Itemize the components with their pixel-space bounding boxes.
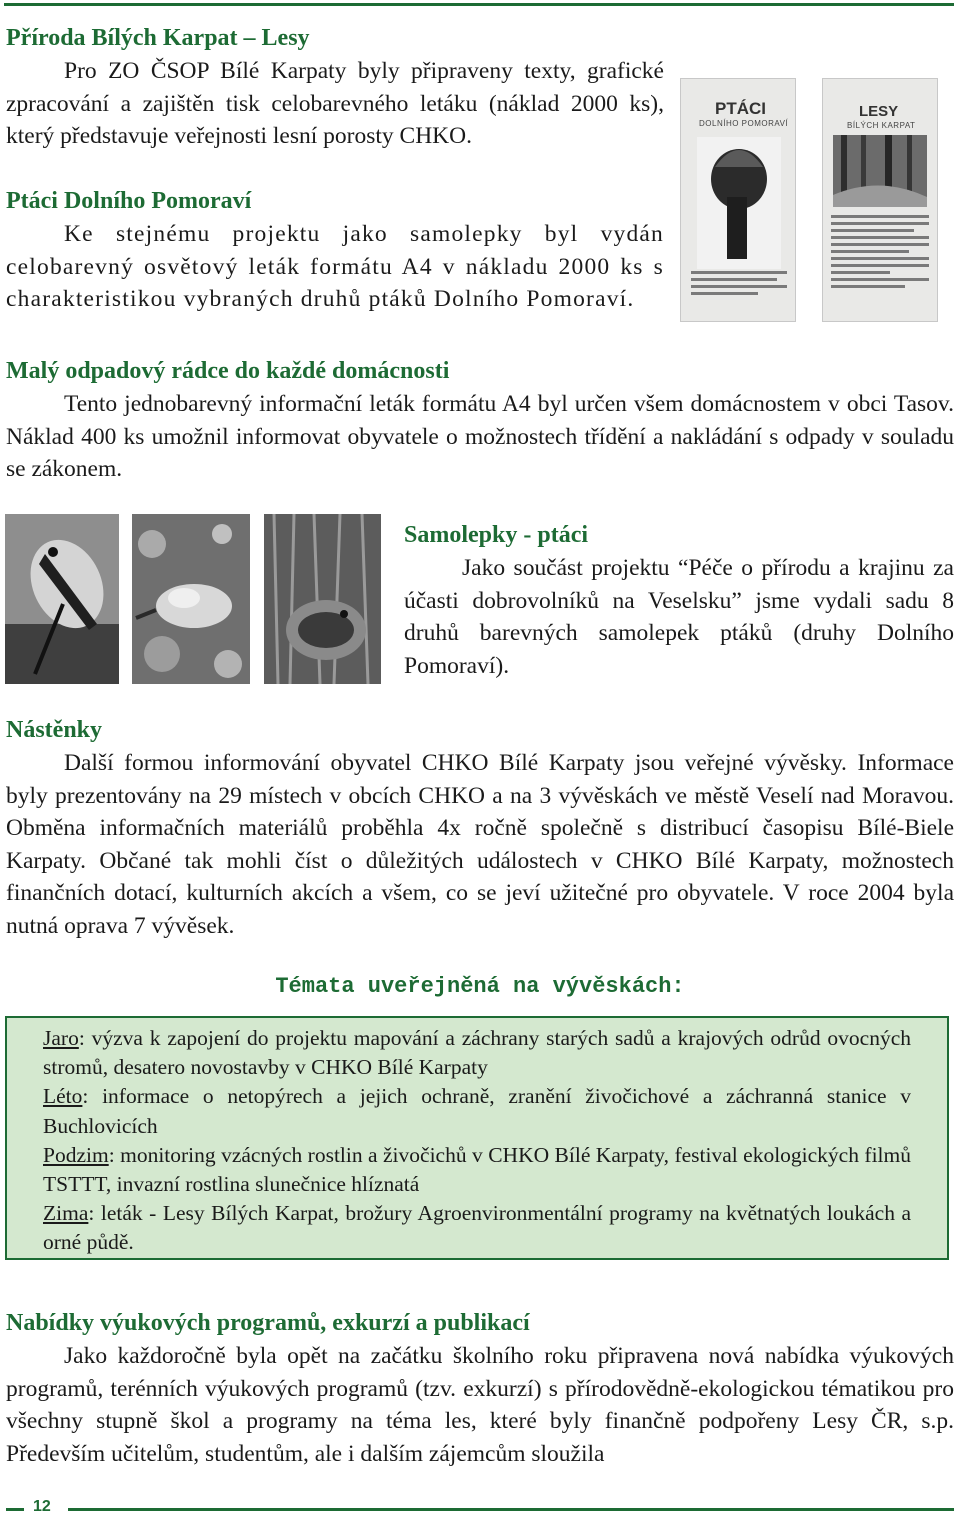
heading-ptaci: Ptáci Dolního Pomoraví — [6, 188, 252, 214]
heading-nastenky: Nástěnky — [6, 717, 103, 743]
topic-leto — [43, 1082, 911, 1140]
para-nastenky — [6, 747, 954, 943]
heading-samolepky: Samolepky - ptáci — [404, 522, 589, 548]
para-odpady-text: Tento jednobarevný informační leták formátu A4 byl určen všem domácnostem v obci Tasov. Náklad 400 ks umožnil informovat obyvatele o možnostech třídění a nakládání s odpady v souladu se zákonem. — [6, 391, 954, 483]
leaflet-lesy-subtitle: BÍLÝCH KARPAT — [847, 121, 916, 130]
forest-photo-icon — [833, 135, 927, 207]
leaflet-ptaci-thumbnail — [680, 78, 796, 322]
para-samolepky — [404, 552, 954, 682]
topic-zima — [43, 1199, 911, 1257]
footer-rule-left — [6, 1508, 24, 1511]
bird-photo-icon — [697, 137, 781, 269]
para-priroda-text: Pro ZO ČSOP Bílé Karpaty byly připraveny texty, grafické zpracování a zajištěn tisk celobarevného letáku (náklad 2000 ks), který představuje veřejnosti lesní porosty CHKO. — [6, 58, 664, 150]
bird-sticker-photo-2 — [132, 514, 250, 684]
footer-rule-right — [68, 1508, 954, 1511]
topic-text: : monitoring vzácných rostlin a živočichů v CHKO Bílé Karpaty, festival ekologických filmů TSTTT, invazní rostlina slunečnice hlíznatá — [43, 1142, 911, 1197]
page-number: 12 — [33, 1498, 51, 1515]
para-odpady — [6, 388, 954, 486]
topics-box — [5, 1016, 949, 1260]
leaflet-ptaci-subtitle: DOLNÍHO POMORAVÍ — [699, 119, 789, 128]
para-priroda — [6, 55, 664, 153]
topic-text: : leták - Lesy Bílých Karpat, brožury Agroenvironmentální programy na květnatých loukách a orné půdě. — [43, 1201, 911, 1255]
topic-season-label: Jaro — [43, 1026, 79, 1050]
para-ptaci-text: Ke stejnému projektu jako samolepky byl vydán celobarevný osvětový leták formátu A4 v nákladu 2000 ks s charakteristikou vybraných druhů ptáků Dolního Pomoraví. — [6, 221, 664, 313]
topic-text: : informace o netopýrech a jejich ochraně, zranění živočichové a záchranná stanice v Buchlovicích — [43, 1084, 911, 1138]
para-nastenky-text: Další formou informování obyvatel CHKO Bílé Karpaty jsou veřejné vývěsky. Informace byly prezentovány na 29 místech v obcích CHKO a na 3 vývěskách ve městě Veselí nad Moravou. Obměna informačních materiálů proběhla 4x ročně společně s distribucí časopisu Bílé-Biele Karpaty. Občané tak mohli číst o důležitých událostech v CHKO Bílé Karpaty, možnostech finančních dotací, kulturních akcích a všem, co se jeví užitečné pro obyvatele. V roce 2004 byla nutná oprava 7 vývěsek. — [6, 750, 954, 939]
leaflet-lesy-thumbnail — [822, 78, 938, 322]
leaflet-lesy-text-lines — [831, 215, 929, 292]
top-rule — [4, 3, 954, 6]
topic-text: : výzva k zapojení do projektu mapování a záchrany starých sadů a krajových odrůd ovocných stromů, desatero novostavby v CHKO Bílé Karpaty — [43, 1026, 911, 1080]
para-nabidky-text: Jako každoročně byla opět na začátku školního roku připravena nová nabídka výukových programů, terénních výukových programů (tzv. exkurzí) s přírodovědně-ekologickou tématikou pro všechny stupně škol a programy na téma les, které byly finančně podpořeny Lesy ČR, s.p. Především učitelům, studentům, ale i dalším zájemcům sloužila — [6, 1343, 954, 1467]
topic-podzim — [43, 1141, 911, 1199]
topic-season-label: Zima — [43, 1201, 89, 1226]
para-samolepky-text: Jako součást projektu “Péče o přírodu a krajinu za účasti dobrovolníků na Veselsku” jsme vydali sadu 8 druhů barevných samolepek ptáků (druhy Dolního Pomoraví). — [404, 555, 954, 679]
topic-season-label: Léto — [43, 1084, 83, 1109]
heading-nabidky: Nabídky výukových programů, exkurzí a publikací — [6, 1310, 530, 1336]
bird-sticker-photo-3 — [264, 514, 381, 684]
topics-title: Témata uveřejněná na vývěskách: — [275, 974, 685, 999]
para-nabidky — [6, 1340, 954, 1470]
topic-jaro — [43, 1024, 911, 1082]
bird-sticker-photo-1 — [5, 514, 119, 684]
leaflet-ptaci-title: PTÁCI — [715, 99, 766, 118]
leaflet-lesy-title: LESY — [859, 103, 899, 120]
para-ptaci — [6, 218, 664, 316]
topic-season-label: Podzim — [43, 1142, 109, 1167]
heading-priroda: Příroda Bílých Karpat – Lesy — [6, 25, 310, 51]
heading-odpady: Malý odpadový rádce do každé domácnosti — [6, 358, 450, 384]
leaflet-ptaci-text-lines — [691, 271, 787, 299]
